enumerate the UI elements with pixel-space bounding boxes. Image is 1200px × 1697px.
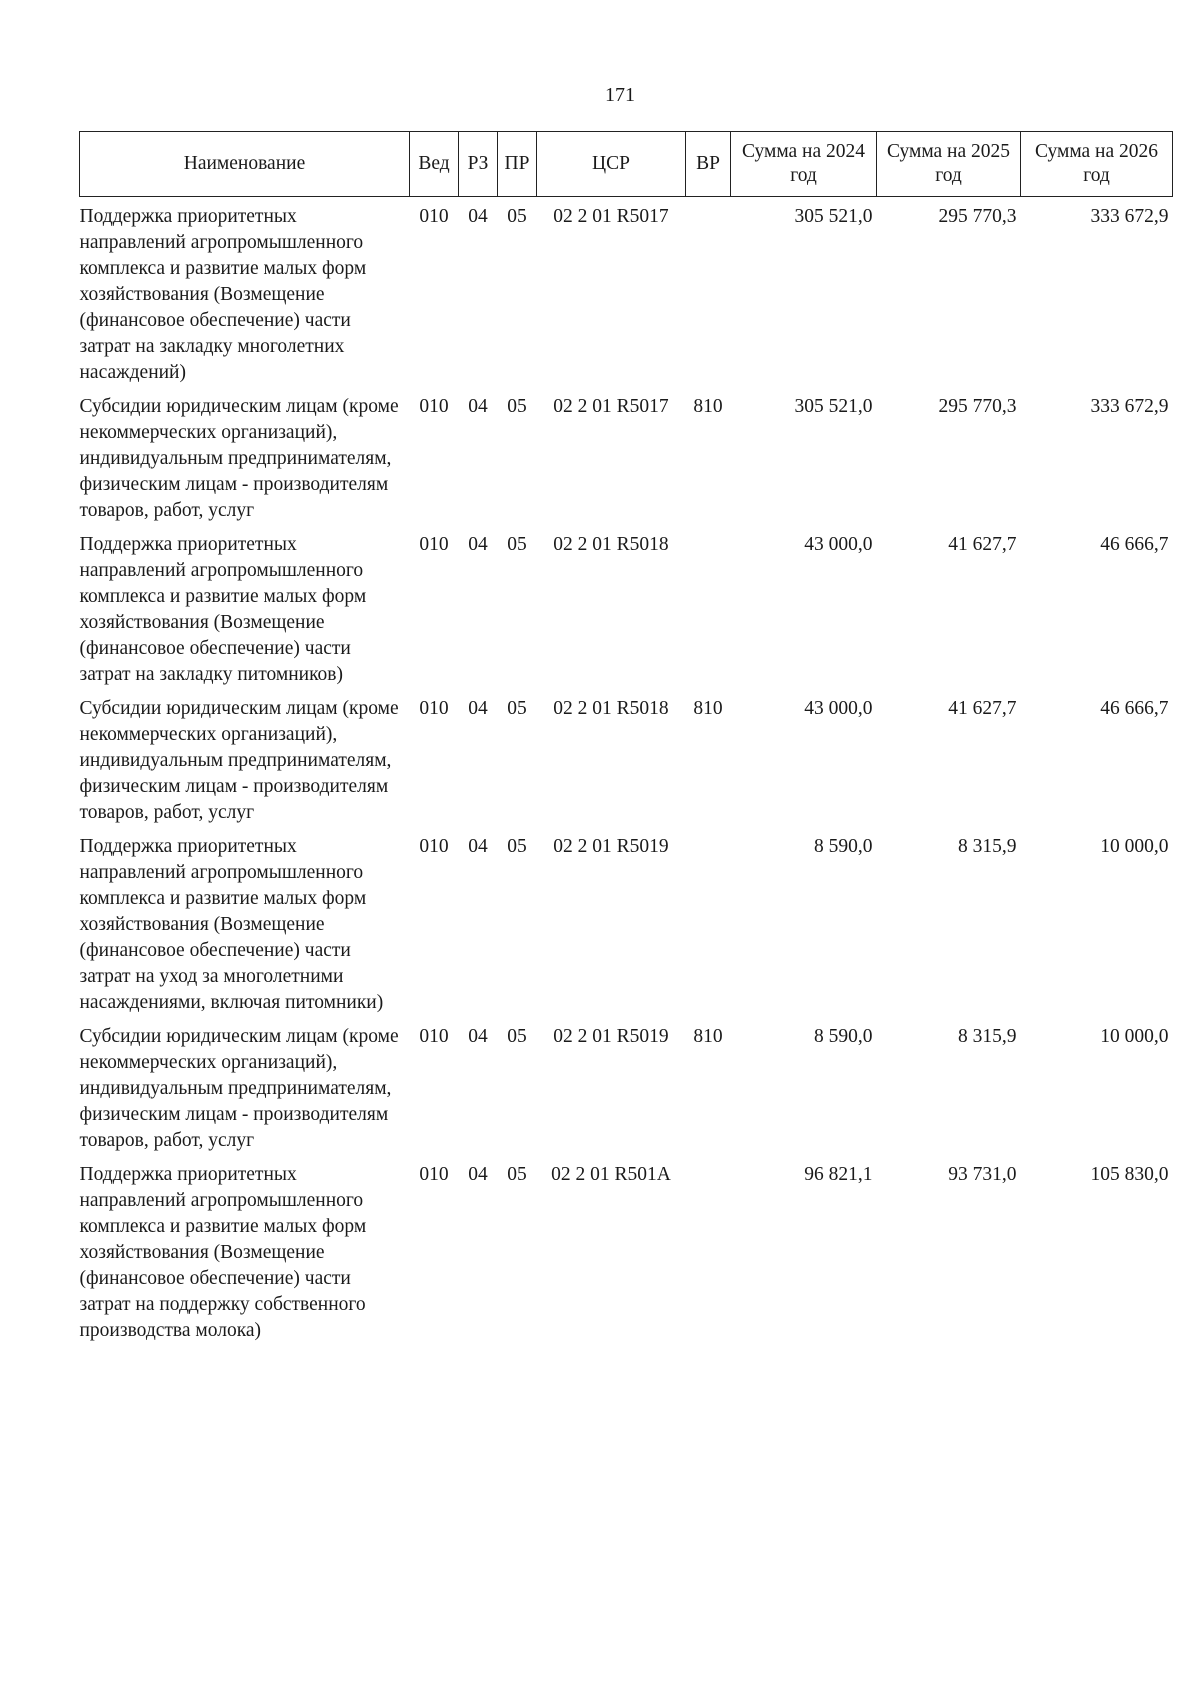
row-pr: 05 (507, 836, 527, 857)
row-sum-2026: 46 666,7 (1100, 534, 1169, 555)
row-vr (686, 197, 731, 395)
row-sum-2025: 41 627,7 (948, 534, 1017, 555)
row-rz: 04 (468, 396, 488, 417)
table-row (80, 394, 1173, 532)
row-sum-2025: 295 770,3 (938, 206, 1017, 227)
row-ved: 010 (419, 534, 449, 555)
row-ved: 010 (419, 698, 449, 719)
row-sum-2026: 333 672,9 (1090, 206, 1169, 227)
row-rz: 04 (468, 534, 488, 555)
row-pr: 05 (507, 1164, 527, 1185)
row-vr (686, 834, 731, 1024)
header-sum-2025: Сумма на 2025 год (877, 132, 1021, 197)
table-body (80, 197, 1173, 1353)
row-rz: 04 (468, 206, 488, 227)
row-sum-2026: 105 830,0 (1090, 1164, 1169, 1185)
row-vr (686, 532, 731, 696)
row-pr: 05 (507, 1026, 527, 1047)
row-sum-2026: 10 000,0 (1100, 836, 1169, 857)
row-csr: 02 2 01 R5017 (553, 396, 669, 417)
header-sum-2026: Сумма на 2026 год (1021, 132, 1173, 197)
row-csr: 02 2 01 R5017 (553, 206, 669, 227)
row-name: Субсидии юридическим лицам (кроме некоммерческих организаций), индивидуальным предпринимателям, физическим лицам - производителям товаров, работ, услуг (79, 1026, 399, 1151)
row-sum-2024: 8 590,0 (814, 1026, 873, 1047)
row-sum-2024: 43 000,0 (804, 698, 873, 719)
row-pr: 05 (507, 534, 527, 555)
row-sum-2025: 8 315,9 (958, 836, 1017, 857)
row-vr: 810 (693, 1026, 723, 1047)
row-rz: 04 (468, 1026, 488, 1047)
table-row (80, 696, 1173, 834)
row-ved: 010 (419, 1026, 449, 1047)
row-name: Поддержка приоритетных направлений агропромышленного комплекса и развитие малых форм хозяйствования (Возмещение (финансовое обеспечение) части затрат на поддержку собственного производства молока) (79, 1164, 367, 1341)
header-pr: ПР (498, 132, 537, 197)
header-sum-2024: Сумма на 2024 год (731, 132, 877, 197)
row-csr: 02 2 01 R5019 (553, 1026, 669, 1047)
row-name: Поддержка приоритетных направлений агропромышленного комплекса и развитие малых форм хозяйствования (Возмещение (финансовое обеспечение) части затрат на закладку многолетних насаждений) (79, 206, 367, 383)
row-csr: 02 2 01 R5019 (553, 836, 669, 857)
row-sum-2024: 305 521,0 (794, 206, 873, 227)
header-rz: РЗ (459, 132, 498, 197)
page-number: 171 (605, 84, 635, 106)
row-csr: 02 2 01 R501А (551, 1164, 671, 1185)
row-sum-2024: 305 521,0 (794, 396, 873, 417)
table-row (80, 197, 1173, 395)
row-csr: 02 2 01 R5018 (553, 698, 669, 719)
row-rz: 04 (468, 836, 488, 857)
row-name: Поддержка приоритетных направлений агропромышленного комплекса и развитие малых форм хозяйствования (Возмещение (финансовое обеспечение) части затрат на закладку питомников) (79, 534, 367, 685)
row-pr: 05 (507, 396, 527, 417)
row-sum-2024: 43 000,0 (804, 534, 873, 555)
row-ved: 010 (419, 206, 449, 227)
budget-table (79, 131, 1173, 1352)
header-name: Наименование (80, 132, 410, 197)
row-sum-2024: 8 590,0 (814, 836, 873, 857)
row-ved: 010 (419, 396, 449, 417)
header-vr: ВР (686, 132, 731, 197)
row-name: Субсидии юридическим лицам (кроме некоммерческих организаций), индивидуальным предпринимателям, физическим лицам - производителям товаров, работ, услуг (79, 698, 399, 823)
row-csr: 02 2 01 R5018 (553, 534, 669, 555)
table-row (80, 532, 1173, 696)
row-vr (686, 1162, 731, 1352)
row-rz: 04 (468, 1164, 488, 1185)
row-sum-2026: 10 000,0 (1100, 1026, 1169, 1047)
row-sum-2026: 333 672,9 (1090, 396, 1169, 417)
row-pr: 05 (507, 206, 527, 227)
row-vr: 810 (693, 698, 723, 719)
row-sum-2026: 46 666,7 (1100, 698, 1169, 719)
row-sum-2024: 96 821,1 (804, 1164, 873, 1185)
row-sum-2025: 295 770,3 (938, 396, 1017, 417)
table-row (80, 1024, 1173, 1162)
table-header (80, 132, 1173, 197)
row-sum-2025: 41 627,7 (948, 698, 1017, 719)
table-row (80, 834, 1173, 1024)
header-csr: ЦСР (537, 132, 686, 197)
row-vr: 810 (693, 396, 723, 417)
row-name: Субсидии юридическим лицам (кроме некоммерческих организаций), индивидуальным предпринимателям, физическим лицам - производителям товаров, работ, услуг (79, 396, 399, 521)
row-sum-2025: 8 315,9 (958, 1026, 1017, 1047)
row-name: Поддержка приоритетных направлений агропромышленного комплекса и развитие малых форм хозяйствования (Возмещение (финансовое обеспечение) части затрат на уход за многолетними насаждениями, включая питомники) (79, 836, 384, 1013)
row-sum-2025: 93 731,0 (948, 1164, 1017, 1185)
row-ved: 010 (419, 1164, 449, 1185)
row-pr: 05 (507, 698, 527, 719)
row-rz: 04 (468, 698, 488, 719)
row-ved: 010 (419, 836, 449, 857)
table-row (80, 1162, 1173, 1352)
header-ved: Вед (410, 132, 459, 197)
